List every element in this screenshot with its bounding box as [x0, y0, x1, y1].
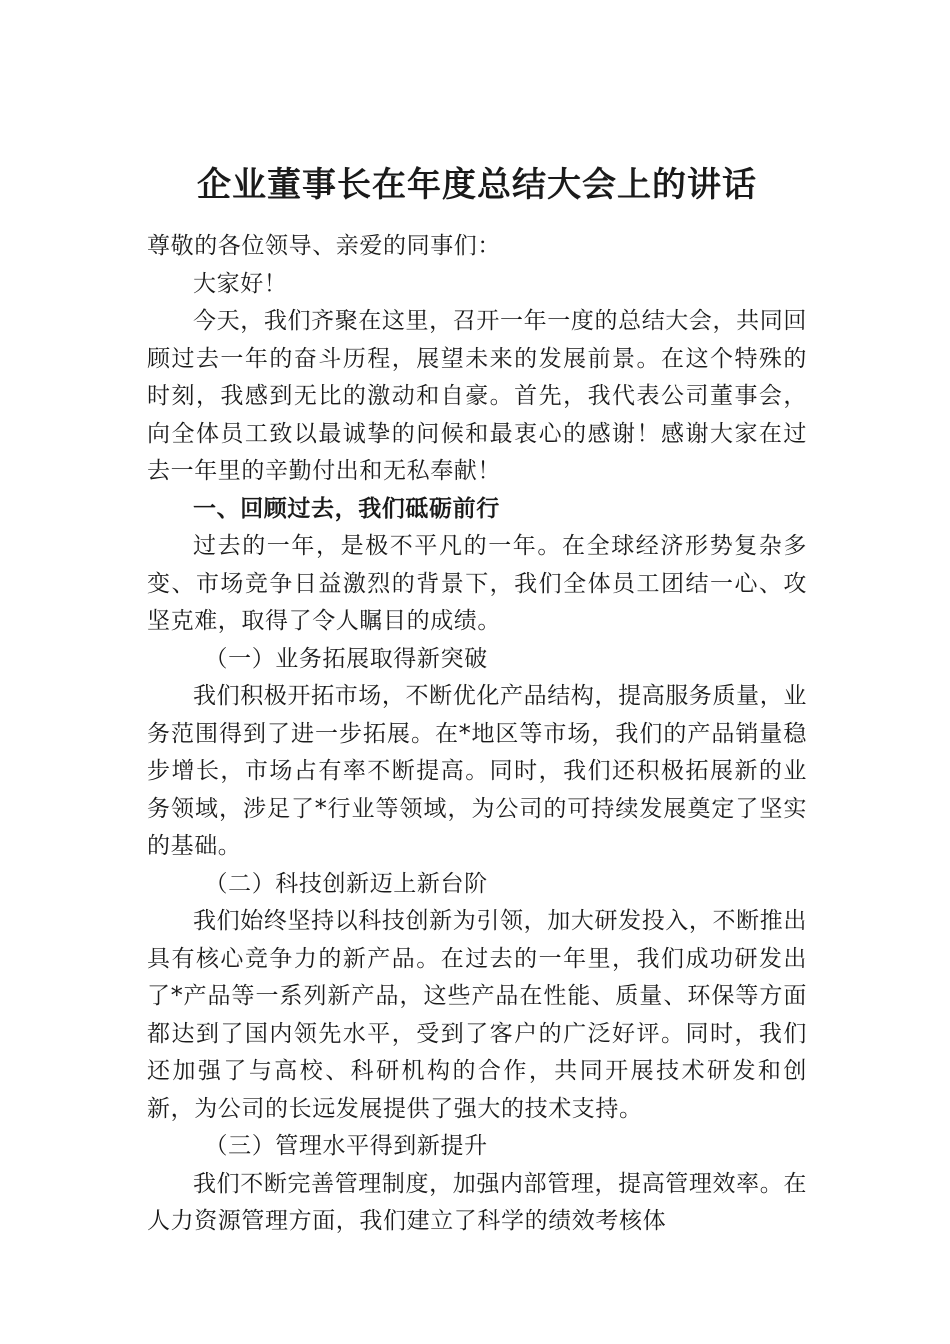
section-heading-1: 一、回顾过去，我们砥砺前行 — [193, 495, 500, 522]
intro-paragraph: 今天，我们齐聚在这里，召开一年一度的总结大会，共同回顾过去一年的奋斗历程，展望未来的发展前景。在这个特殊的时刻，我感到无比的激动和自豪。首先，我代表公司董事会，向全体员工致以最诚挚的问候和最衷心的感谢！感谢大家在过去一年里的辛勤付出和无私奉献！ — [147, 308, 807, 484]
salutation: 尊敬的各位领导、亲爱的同事们： — [147, 233, 501, 259]
subsection-2-paragraph: 我们始终坚持以科技创新为引领，加大研发投入，不断推出具有核心竞争力的新产品。在过去的一年里，我们成功研发出了*产品等一系列新产品，这些产品在性能、质量、环保等方面都达到了国内领先水平，受到了客户的广泛好评。同时，我们还加强了与高校、科研机构的合作，共同开展技术研发和创新，为公司的长远发展提供了强大的技术支持。 — [147, 908, 807, 1122]
subsection-3-paragraph: 我们不断完善管理制度，加强内部管理，提高管理效率。在人力资源管理方面，我们建立了科学的绩效考核体 — [147, 1170, 807, 1234]
document-title: 企业董事长在年度总结大会上的讲话 — [197, 165, 757, 205]
document-body — [147, 228, 807, 1241]
subsection-heading-2: （二）科技创新迈上新台阶 — [204, 870, 488, 897]
section-1-paragraph: 过去的一年，是极不平凡的一年。在全球经济形势复杂多变、市场竞争日益激烈的背景下，我们全体员工团结一心、攻坚克难，取得了令人瞩目的成绩。 — [147, 533, 807, 634]
subsection-1-paragraph: 我们积极开拓市场，不断优化产品结构，提高服务质量，业务范围得到了进一步拓展。在*地区等市场，我们的产品销量稳步增长，市场占有率不断提高。同时，我们还积极拓展新的业务领域，涉足了*行业等领域，为公司的可持续发展奠定了坚实的基础。 — [147, 683, 807, 859]
subsection-heading-3: （三）管理水平得到新提升 — [204, 1133, 488, 1159]
subsection-heading-1: （一）业务拓展取得新突破 — [204, 645, 488, 672]
greeting: 大家好！ — [193, 270, 288, 297]
